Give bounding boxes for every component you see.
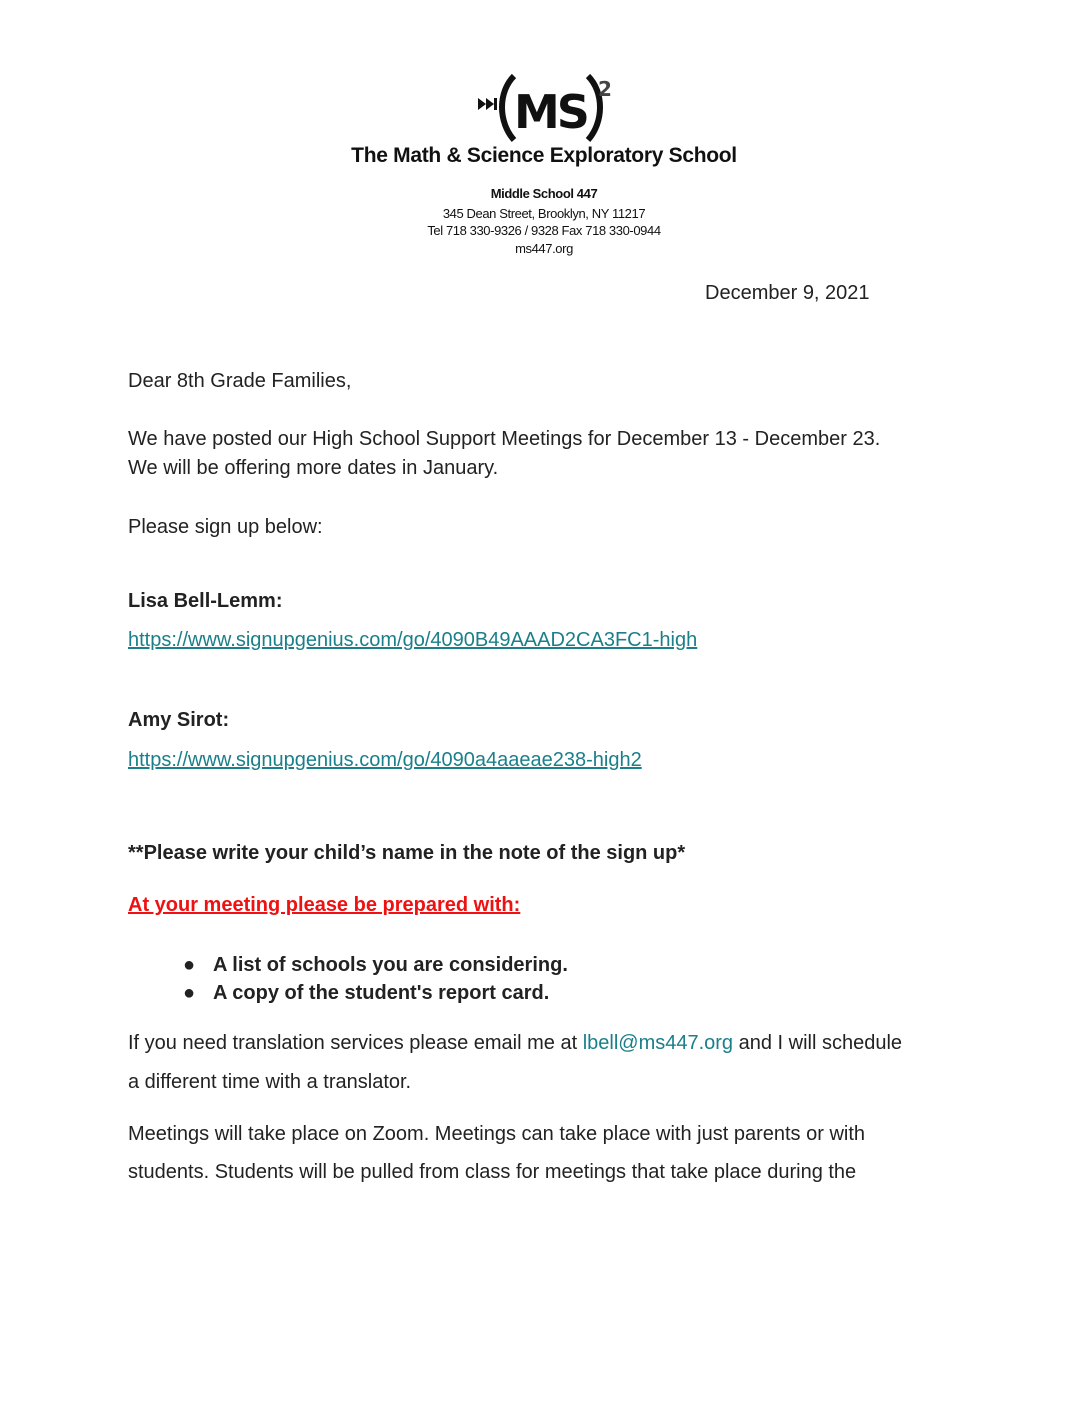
list-item-text: A copy of the student's report card. xyxy=(213,982,550,1004)
intro-line-1: We have posted our High School Support Meetings for December 13 - December 23. xyxy=(128,428,881,450)
intro-line-2: We will be offering more dates in January. xyxy=(128,457,499,479)
school-website: ms447.org xyxy=(515,241,573,256)
bullet-icon: ● xyxy=(183,982,196,1004)
school-number: Middle School 447 xyxy=(490,186,598,201)
list-item xyxy=(183,982,549,1005)
school-name: The Math & Science Exploratory School xyxy=(351,144,737,167)
meetings-line-1: Meetings will take place on Zoom. Meetings can take place with just parents or with xyxy=(128,1123,866,1145)
school-address: 345 Dean Street, Brooklyn, NY 11217 xyxy=(442,206,646,221)
meetings-line-2: students. Students will be pulled from class for meetings that take place during the xyxy=(128,1161,857,1183)
prepare-heading: At your meeting please be prepared with: xyxy=(128,894,521,916)
child-name-note: **Please write your child’s name in the note of the sign up* xyxy=(128,842,686,864)
signup-link-lisa[interactable]: https://www.signupgenius.com/go/4090B49AAAD2CA3FC1-high xyxy=(128,629,698,651)
school-phone-fax: Tel 718 330-9326 / 9328 Fax 718 330-0944 xyxy=(427,223,661,238)
school-logo xyxy=(476,70,626,150)
translation-text-after: and I will schedule xyxy=(733,1032,903,1054)
svg-text:2: 2 xyxy=(598,77,612,101)
signup-prompt: Please sign up below: xyxy=(128,516,323,538)
counselor-name-lisa: Lisa Bell-Lemm: xyxy=(128,590,283,612)
counselor-name-amy: Amy Sirot: xyxy=(128,709,230,731)
bullet-icon: ● xyxy=(183,954,196,976)
list-item xyxy=(183,954,568,977)
svg-text:MS: MS xyxy=(514,85,587,139)
greeting: Dear 8th Grade Families, xyxy=(128,370,352,392)
translation-line-2: a different time with a translator. xyxy=(128,1071,412,1093)
letter-date: December 9, 2021 xyxy=(705,282,870,304)
list-item-text: A list of schools you are considering. xyxy=(213,954,568,976)
translation-email-link[interactable]: lbell@ms447.org xyxy=(582,1032,734,1054)
translation-line-1 xyxy=(128,1032,902,1055)
translation-text-before: If you need translation services please email me at xyxy=(128,1032,583,1054)
signup-link-amy[interactable]: https://www.signupgenius.com/go/4090a4aaeae238-high2 xyxy=(128,749,642,771)
